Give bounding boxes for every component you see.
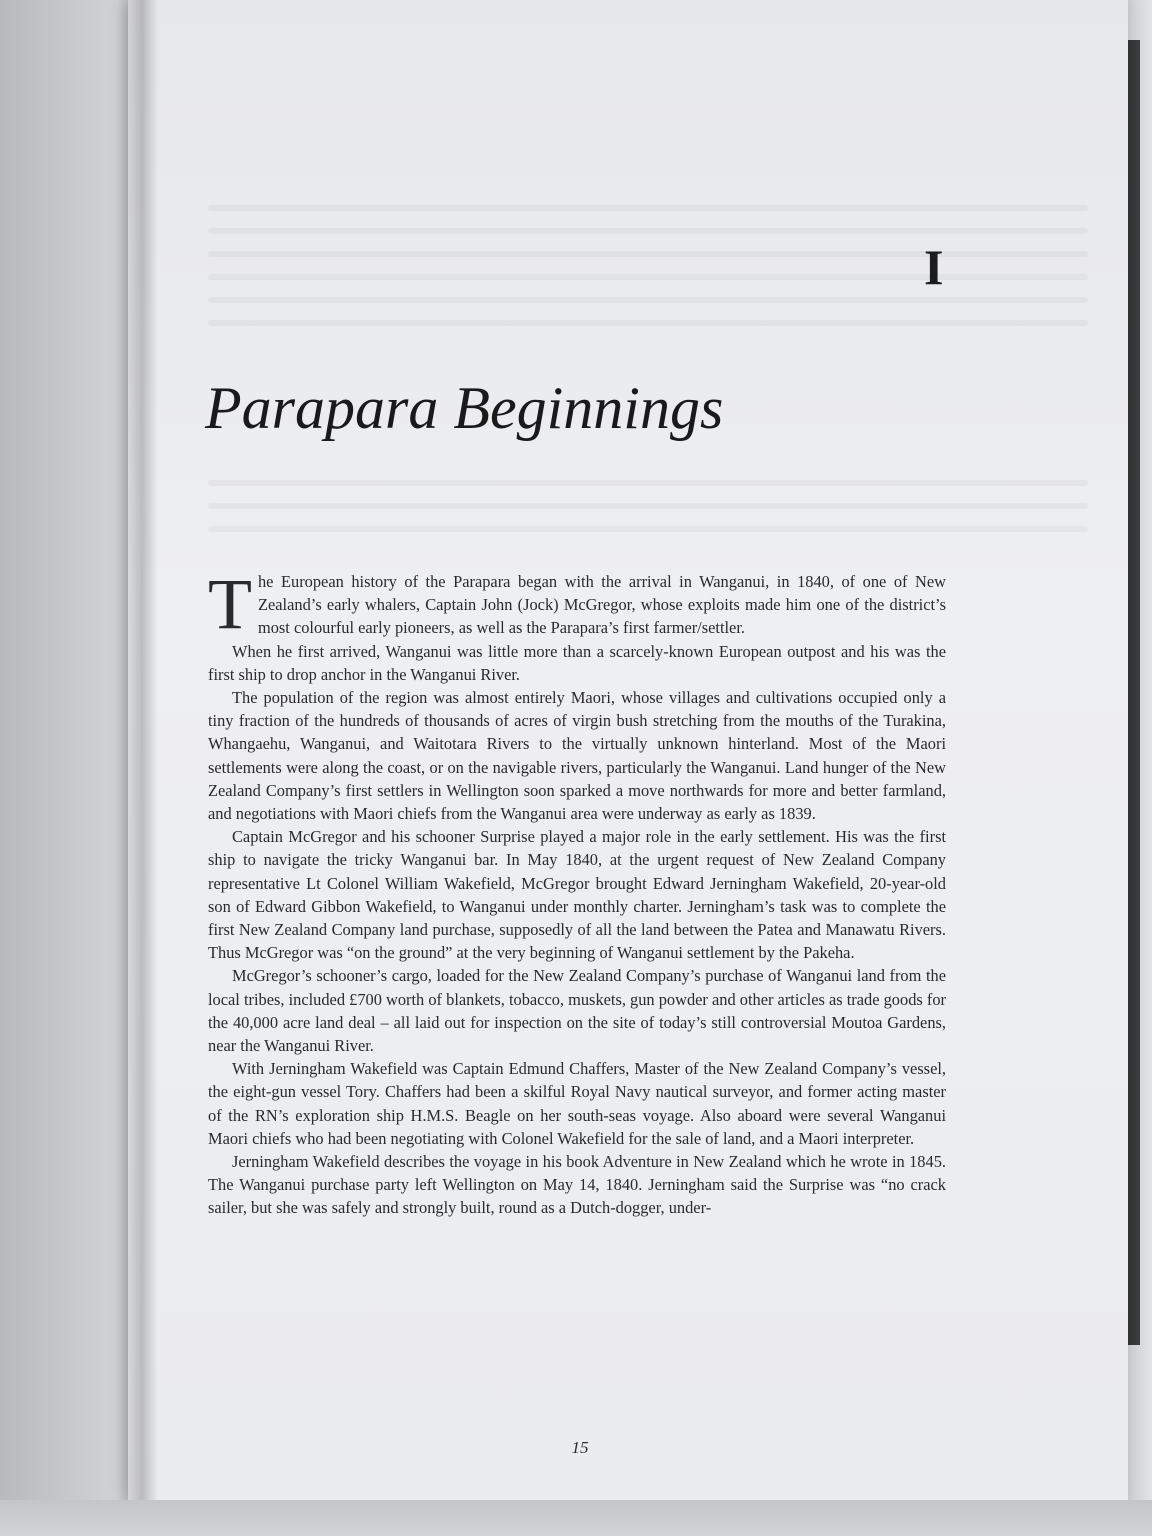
paragraph: Jerningham Wakefield describes the voyage in his book Adventure in New Zealand which he wrote in 1845. The Wanganui purchase party left Wellington on May 14, 1840. Jerningham said the Surprise was “no crack sailer, but she was safely and strongly built, round as a Dutch-dogger, under- xyxy=(208,1152,946,1218)
bleed-through-line xyxy=(208,205,1088,211)
paragraph: The population of the region was almost entirely Maori, whose villages and cultivations occupied only a tiny fraction of the hundreds of thousands of acres of virgin bush stretching from the mouths of the Turakina, Whangaehu, Wanganui, and Waitotara Rivers to the virtually unknown hinterland. Most of the Maori settlements were along the coast, or on the navigable rivers, particularly the Wanganui. Land hunger of the New Zealand Company’s first settlers in Wellington soon sparked a move northwards for more and better farmland, and negotiations with Maori chiefs from the Wanganui area were underway as early as 1839. xyxy=(208,688,946,824)
paragraph: McGregor’s schooner’s cargo, loaded for the New Zealand Company’s purchase of Wanganui land from the local tribes, included £700 worth of blankets, tobacco, muskets, gun powder and other articles as trade goods for the 40,000 acre land deal – all laid out for inspection on the site of today’s still controversial Moutoa Gardens, near the Wanganui River. xyxy=(208,966,946,1056)
page-number: 15 xyxy=(571,1438,589,1457)
chapter-title: Parapara Beginnings xyxy=(205,375,724,441)
paragraph: With Jerningham Wakefield was Captain Edmund Chaffers, Master of the New Zealand Company’s vessel, the eight-gun vessel Tory. Chaffers had been a skilful Royal Navy nautical surveyor, and former acting master of the RN’s exploration ship H.M.S. Beagle on her south-seas voyage. Also aboard were several Wanganui Maori chiefs who had been negotiating with Colonel Wakefield for the sale of land, and a Maori interpreter. xyxy=(208,1059,946,1148)
body-text xyxy=(208,564,946,1220)
gutter-shadow xyxy=(118,0,158,1536)
bleed-through-line xyxy=(208,320,1088,326)
bleed-through-line xyxy=(208,503,1088,509)
table-surface xyxy=(0,1500,1152,1536)
bleed-through-line xyxy=(208,228,1088,234)
paragraph: When he first arrived, Wanganui was little more than a scarcely-known European outpost and his was the first ship to drop anchor in the Wanganui River. xyxy=(208,641,946,684)
bleed-through-line xyxy=(208,480,1088,486)
paragraph: The European history of the Parapara began with the arrival in Wanganui, in 1840, of one of New Zealand’s early whalers, Captain John (Jock) McGregor, whose exploits made him one of the district’s most colourful early pioneers, as well as the Parapara’s first farmer/settler. xyxy=(208,564,946,644)
paragraph: Captain McGregor and his schooner Surprise played a major role in the early settlement. His was the first ship to navigate the tricky Wanganui bar. In May 1840, at the urgent request of New Zealand Company representative Lt Colonel William Wakefield, McGregor brought Edward Jerningham Wakefield, 20-year-old son of Edward Gibbon Wakefield, to Wanganui under monthly charter. Jerningham’s task was to complete the first New Zealand Company land purchase, supposedly of all the land between the Patea and Manawatu Rivers. Thus McGregor was “on the ground” at the very beginning of Wanganui settlement by the Pakeha. xyxy=(208,827,946,963)
bleed-through-line xyxy=(208,526,1088,532)
chapter-number: I xyxy=(924,239,945,295)
